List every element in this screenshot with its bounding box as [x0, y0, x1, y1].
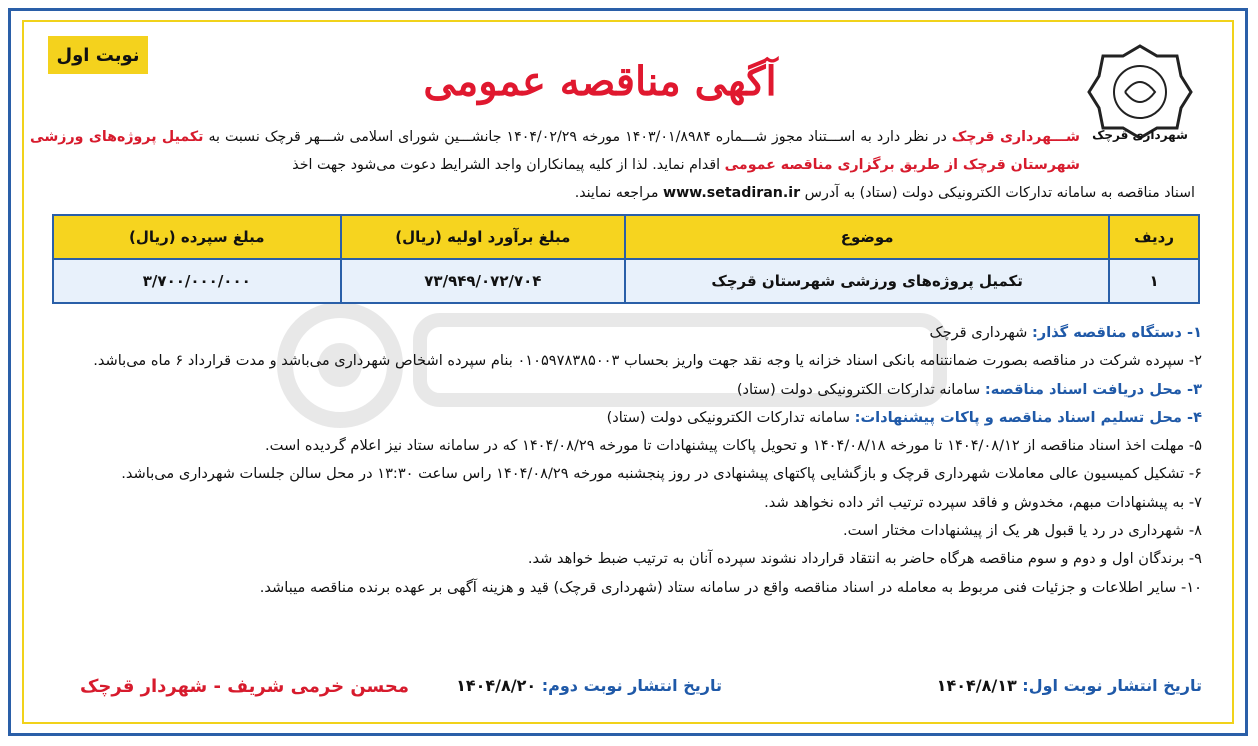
page-title: آگهی مناقصه عمومی — [423, 58, 777, 105]
condition-4-text: سامانه تدارکات الکترونیکی دولت (ستاد) — [606, 408, 855, 426]
edition-badge: نوبت اول — [48, 36, 148, 74]
second-publish-value: ۱۴۰۴/۸/۲۰ — [456, 676, 542, 695]
condition-9: ۹- برندگان اول و دوم و سوم مناقصه هرگاه حاضر به انتقاد قرارداد نشوند سپرده آنان به ترتیب ضبط خواهد شد. — [527, 550, 1202, 568]
header-deposit: مبلغ سپرده (ریال) — [53, 215, 341, 259]
municipality-logo — [1085, 42, 1195, 142]
intro-line-3 — [25, 179, 1195, 207]
condition-1-text: شهرداری قرچک — [929, 324, 1032, 341]
intro-text-1: در نظر دارد به اســـتناد مجوز شـــماره ۱۴۰۳/۰۱/۸۹۸۴ مورخه ۱۴۰۴/۰۲/۲۹ جانشـــین شورای اسلامی شـــهر قرچک نسبت به — [208, 129, 952, 145]
condition-4 — [30, 404, 1202, 432]
second-publish-label: تاریخ انتشار نوبت دوم: — [541, 676, 722, 695]
condition-1 — [30, 319, 1202, 347]
first-publish-value: ۱۴۰۴/۸/۱۳ — [936, 676, 1023, 695]
signature: محسن خرمی شریف - شهردار قرچک — [80, 676, 409, 697]
second-publish-date — [456, 676, 722, 695]
intro-text-3b: مراجعه نمایند. — [574, 185, 663, 201]
footer — [30, 676, 1202, 704]
conditions-list — [30, 319, 1202, 602]
cell-deposit: ۳/۷۰۰/۰۰۰/۰۰۰ — [53, 259, 341, 303]
condition-5: ۵- مهلت اخذ اسناد مناقصه از ۱۴۰۴/۰۸/۱۲ تا مورخه ۱۴۰۴/۰۸/۱۸ و تحویل پاکات پیشنهادات تا مورخه ۱۴۰۴/۰۸/۲۹ که در سامانه ستاد نیز اعلام گردیده است. — [265, 437, 1202, 455]
condition-3 — [30, 376, 1202, 404]
table-row — [53, 259, 1199, 303]
header-estimate: مبلغ برآورد اولیه (ریال) — [341, 215, 626, 259]
cell-estimate: ۷۳/۹۴۹/۰۷۲/۷۰۴ — [341, 259, 626, 303]
logo-caption: شهرداری قرچک — [1092, 128, 1188, 142]
intro-text-3a: اسناد مناقصه به سامانه تدارکات الکترونیکی دولت (ستاد) به آدرس — [800, 185, 1195, 201]
intro-highlight: تکمیل پروژه‌های ورزشی شهرستان قرچک از طریق برگزاری مناقصه عمومی — [30, 129, 1080, 173]
condition-3-text: سامانه تدارکات الکترونیکی دولت (ستاد) — [736, 380, 985, 398]
header-subject: موضوع — [625, 215, 1109, 259]
org-name: شـــهرداری قرچک — [951, 129, 1080, 145]
intro-text-2: اقدام نماید. لذا از کلیه پیمانکاران واجد الشرایط دعوت می‌شود جهت اخذ — [292, 157, 725, 173]
condition-2: ۲- سپرده شرکت در مناقصه بصورت ضمانتنامه بانکی اسناد خزانه یا وجه نقد جهت واریز بحساب ۰۱۰۵۹۷۸۳۸۵۰۰۳ بنام سپرده اشخاص شهرداری می‌باشد و مدت قرارداد ۶ ماه می‌باشد. — [93, 352, 1202, 370]
first-publish-date — [937, 676, 1202, 695]
table-header-row — [53, 215, 1199, 259]
condition-1-label: ۱- دستگاه مناقصه گذار: — [1031, 324, 1202, 341]
condition-4-label: ۴- محل تسلیم اسناد مناقصه و پاکات پیشنهادات: — [854, 408, 1202, 426]
cell-subject: تکمیل پروژه‌های ورزشی شهرستان قرچک — [625, 259, 1109, 303]
condition-3-label: ۳- محل دریافت اسناد مناقصه: — [984, 380, 1202, 398]
cell-row-number: ۱ — [1109, 259, 1199, 303]
condition-7: ۷- به پیشنهادات مبهم، مخدوش و فاقد سپرده ترتیب اثر داده نخواهد شد. — [764, 493, 1202, 511]
first-publish-label: تاریخ انتشار نوبت اول: — [1022, 676, 1202, 695]
website-link[interactable]: www.setadiran.ir — [662, 185, 801, 201]
condition-8: ۸- شهرداری در رد یا قبول هر یک از پیشنهادات مختار است. — [842, 522, 1202, 540]
condition-6: ۶- تشکیل کمیسیون عالی معاملات شهرداری قرچک و بازگشایی پاکتهای پیشنهادی در روز پنجشنبه مورخه ۱۴۰۴/۰۸/۲۹ راس ساعت ۱۳:۳۰ در محل سالن جلسات شهرداری می‌باشد. — [121, 465, 1202, 483]
tender-table — [52, 214, 1200, 304]
condition-10: ۱۰- سایر اطلاعات و جزئیات فنی مربوط به معامله در اسناد مناقصه واقع در سامانه ستاد (شهرداری قرچک) قید و هزینه آگهی بر عهده برنده مناقصه میباشد. — [259, 578, 1202, 596]
header-row-number: ردیف — [1109, 215, 1199, 259]
